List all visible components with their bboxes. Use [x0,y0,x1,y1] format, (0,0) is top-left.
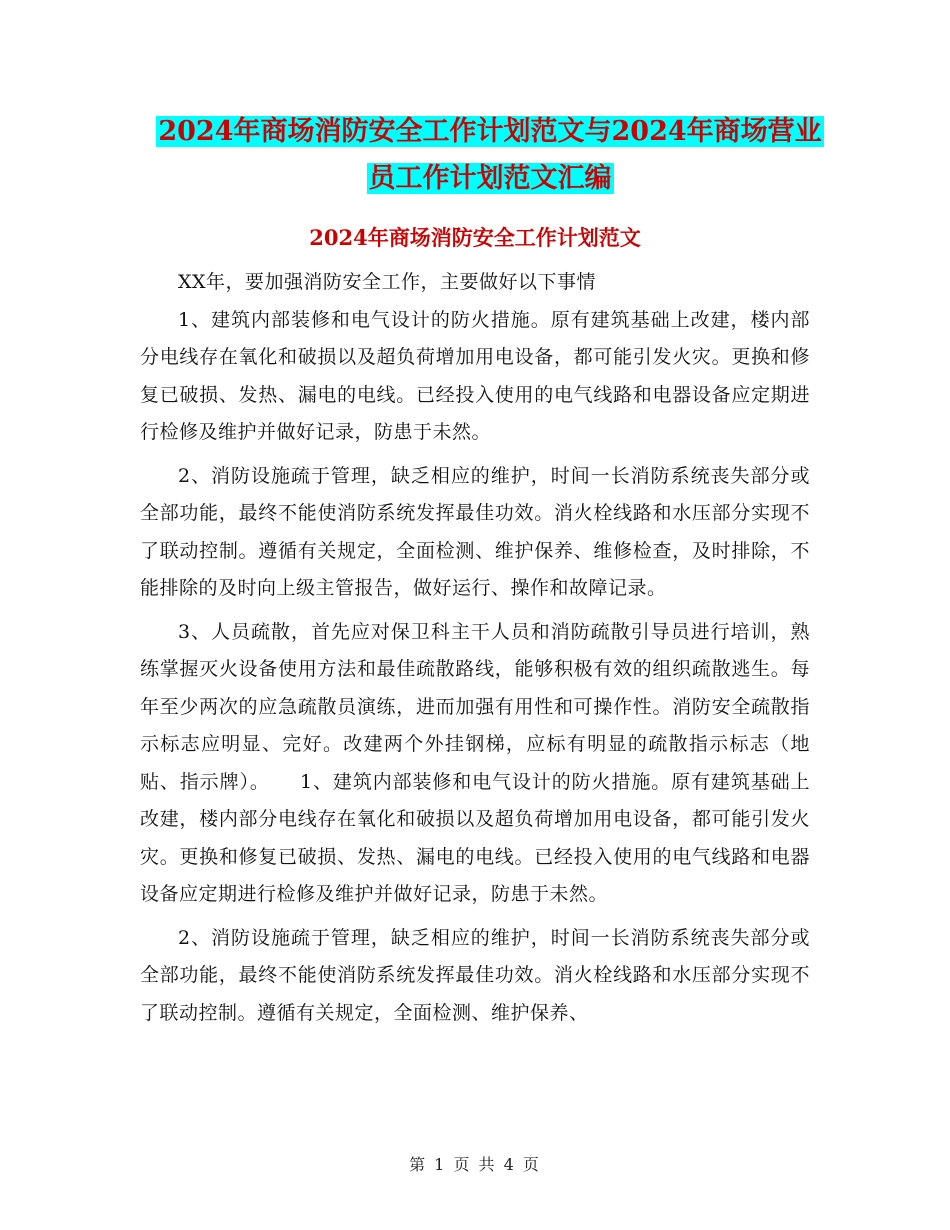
title-line-1: 2024年商场消防安全工作计划范文与2024年商场营业 [158,116,822,147]
paragraph-4: 2、消防设施疏于管理，缺乏相应的维护，时间一长消防系统丧失部分或全部功能，最终不能使消防系统发挥最佳功效。消火栓线路和水压部分实现不了联动控制。遵循有关规定，全面检测、维护保养、 [140,926,810,1024]
paragraph-1: 1、建筑内部装修和电气设计的防火措施。原有建筑基础上改建，楼内部分电线存在氧化和破损以及超负荷增加用电设备，都可能引发火灾。更换和修复已破损、发热、漏电的电线。已经投入使用的电气线路和电器设备应定期进行检修及维护并做好记录，防患于未然。 [140,308,810,443]
title-line-2: 员工作计划范文汇编 [368,163,612,194]
section-heading: 2024年商场消防安全工作计划范文 [309,225,641,250]
paragraph-3: 3、人员疏散，首先应对保卫科主干人员和消防疏散引导员进行培训，熟练掌握灭火设备使用方法和最佳疏散路线，能够积极有效的组织疏散逃生。每年至少两次的应急疏散员演练，进而加强有用性和可操作性。消防安全疏散指示标志应明显、完好。改建两个外挂钢梯，应标有明显的疏散指示标志（地贴、指示牌）。 1、建筑内部装修和电气设计的防火措施。原有建筑基础上改建，楼内部分电线存在氧化和破损以及超负荷增加用电设备，都可能引发火灾。更换和修复已破损、发热、漏电的电线。已经投入使用的电气线路和电器设备应定期进行检修及维护并做好记录，防患于未然。 [140,620,810,905]
document-title [140,108,840,202]
paragraph-2: 2、消防设施疏于管理，缺乏相应的维护，时间一长消防系统丧失部分或全部功能，最终不能使消防系统发挥最佳功效。消火栓线路和水压部分实现不了联动控制。遵循有关规定，全面检测、维护保养、维修检查，及时排除，不能排除的及时向上级主管报告，做好运行、操作和故障记录。 [140,464,810,599]
document-body [140,264,810,1032]
page-number-footer: 第 1 页 共 4 页 [409,1155,541,1174]
paragraph-intro: XX年，要加强消防安全工作，主要做好以下事情 [178,271,597,293]
